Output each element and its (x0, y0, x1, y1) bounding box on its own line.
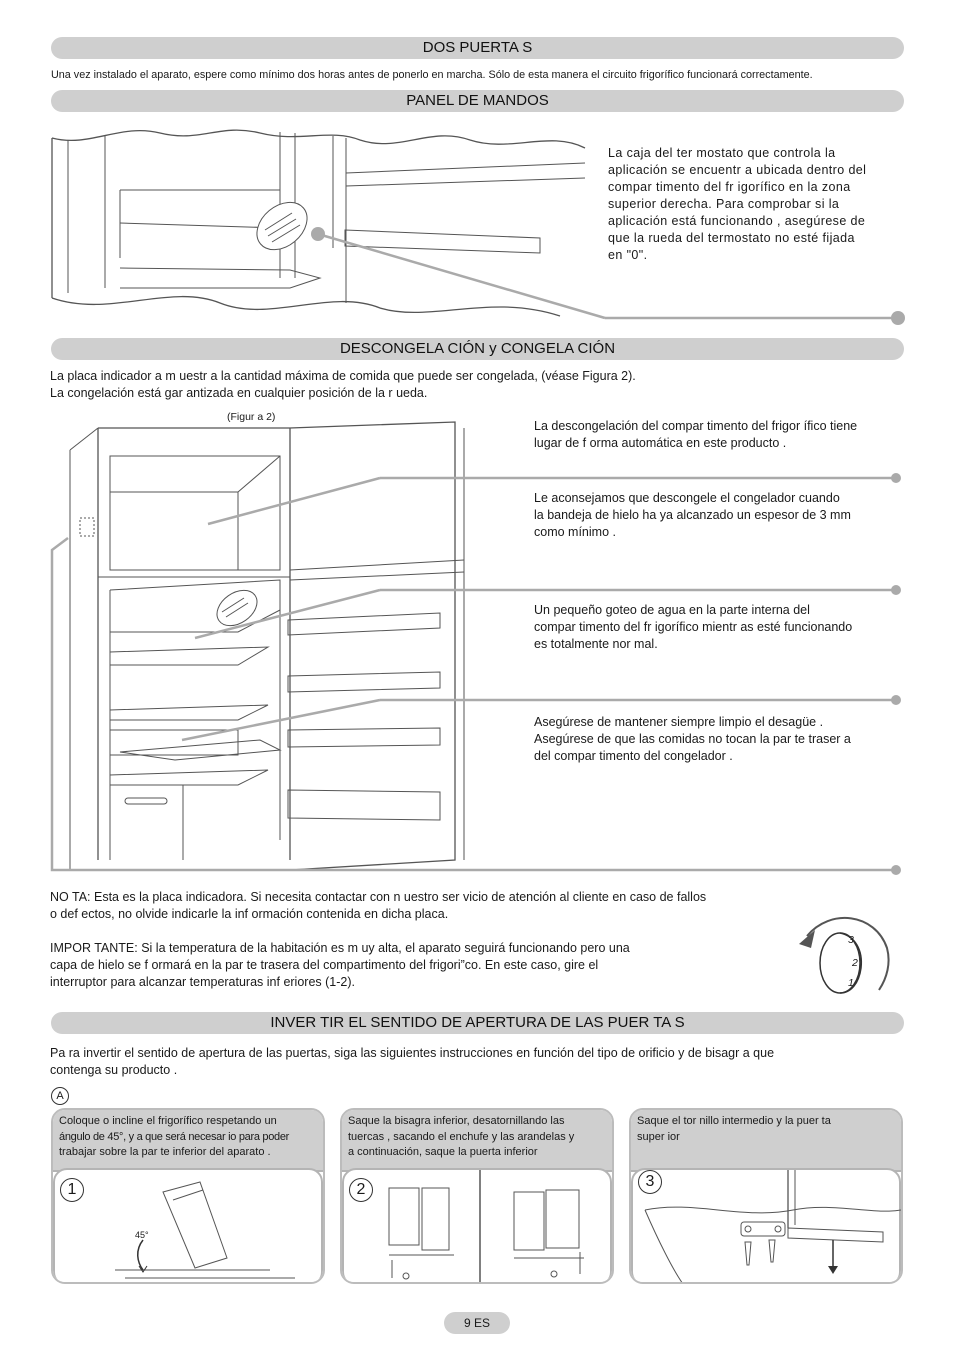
step-panel-1 (51, 1108, 325, 1284)
note-line: o def ectos, no olvide indicarle la inf ormación contenida en dicha placa. (50, 907, 449, 921)
reverse-intro (50, 1045, 910, 1079)
thermostat-description (608, 145, 885, 264)
step-line: trabajar sobre la par te inferior del aparato . (59, 1146, 271, 1158)
step-line: super ior (637, 1130, 680, 1143)
thermostat-line: La caja del ter mostato que controla la (608, 146, 836, 160)
step-number-3: 3 (638, 1170, 662, 1194)
dial-number-3: 3 (848, 934, 854, 946)
thermostat-line: en "0". (608, 248, 648, 262)
note-line: es totalmente nor mal. (534, 637, 658, 651)
defrost-intro-line: La placa indicador a m uestr a la cantidad máxima de comida que puede ser congelada, (véase Figura 2). (50, 369, 636, 383)
step-line: Saque el tor nillo intermedio y la puer ta (637, 1115, 831, 1127)
defrost-note-3 (534, 602, 884, 653)
important-paragraph (50, 940, 770, 991)
note-line: Asegúrese de que las comidas no tocan la par te traser a (534, 732, 851, 746)
defrost-note-2 (534, 490, 884, 541)
step-line: a continuación, saque la puerta inferior (348, 1146, 538, 1158)
note-line: la bandeja de hielo ha ya alcanzado un espesor de 3 mm (534, 508, 851, 522)
dial-number-2: 2 (852, 957, 858, 969)
important-line: interruptor para alcanzar temperaturas inf eriores (1-2). (50, 975, 355, 989)
defrost-intro-line: La congelación está gar antizada en cualquier posición de la r ueda. (50, 386, 428, 400)
section-title-control-panel: PANEL DE MANDOS (51, 90, 904, 112)
note-line: NO TA: Esta es la placa indicadora. Si necesita contactar con n uestro ser vicio de atención al cliente en caso de fallos (50, 890, 707, 904)
note-line: Le aconsejamos que descongele el congelador cuando (534, 491, 840, 505)
reverse-intro-line: Pa ra invertir el sentido de apertura de las puertas, siga las siguientes instrucciones en función del tipo de orificio y de bisagr a que (50, 1046, 775, 1060)
note-line: Asegúrese de mantener siempre limpio el desagüe . (534, 715, 824, 729)
thermostat-line: superior derecha. Para comprobar si la (608, 197, 840, 211)
thermostat-line: que la rueda del termostato no esté fijada (608, 231, 855, 245)
marker-a: A (51, 1087, 69, 1105)
step-number-2: 2 (349, 1178, 373, 1202)
step-1-illustration (53, 1168, 323, 1284)
angle-label: 45° (135, 1230, 149, 1240)
step-1-text (53, 1110, 323, 1172)
note-line: del compar timento del congelador . (534, 749, 733, 763)
step-number-1: 1 (60, 1178, 84, 1202)
step-line: tuercas , sacando el enchufe y las arandelas y (348, 1130, 575, 1143)
note-line: lugar de f orma automática en este producto . (534, 436, 787, 450)
thermostat-line: aplicación está funcionando , asegúrese de (608, 214, 866, 228)
step-line: ángulo de 45°, y a que será necesar io para poder (59, 1130, 290, 1143)
defrost-intro (50, 368, 890, 402)
reverse-intro-line: contenga su producto . (50, 1063, 178, 1077)
note-paragraph (50, 889, 770, 923)
fridge-interior-illustration (50, 118, 610, 323)
note-line: La descongelación del compar timento del frigor ífico tiene (534, 419, 858, 433)
step-panel-3 (629, 1108, 903, 1284)
thermostat-line: compar timento del fr igorífico en la zona (608, 180, 851, 194)
step-line: Saque la bisagra inferior, desatornillando las (348, 1115, 565, 1127)
dial-number-1: 1 (848, 977, 854, 989)
thermostat-line: aplicación se encuentr a ubicada dentro del (608, 163, 867, 177)
figure-label: (Figur a 2) (227, 411, 276, 423)
note-line: como mínimo . (534, 525, 616, 539)
important-line: capa de hielo se f ormará en la par te trasera del compartimento del frigori”co. En este caso, gire el (50, 958, 599, 972)
step-3-text (631, 1110, 901, 1172)
step-line: Coloque o incline el frigorífico respetando un (59, 1115, 277, 1127)
section-title-reverse-doors: INVER TIR EL SENTIDO DE APERTURA DE LAS PUER TA S (51, 1012, 904, 1034)
page-number: 9 ES (444, 1312, 510, 1334)
note-line: Un pequeño goteo de agua en la parte interna del (534, 603, 810, 617)
section-title-two-doors: DOS PUERTA S (51, 37, 904, 59)
step-2-text (342, 1110, 612, 1172)
step-2-illustration (342, 1168, 612, 1284)
defrost-note-4 (534, 714, 884, 765)
note-line: compar timento del fr igorífico mientr as esté funcionando (534, 620, 853, 634)
step-3-illustration (631, 1168, 901, 1284)
important-line: IMPOR TANTE: Si la temperatura de la habitación es m uy alta, el aparato seguirá funcionando pero una (50, 941, 630, 955)
section-title-defrost: DESCONGELA CIÓN y CONGELA CIÓN (51, 338, 904, 360)
step-panel-2 (340, 1108, 614, 1284)
intro-text: Una vez instalado el aparato, espere como mínimo dos horas antes de ponerlo en marcha. Sólo de esta manera el circuito frigorífico funcionará correctamente. (51, 69, 813, 81)
thermostat-dial-illustration (795, 908, 895, 998)
defrost-note-1 (534, 418, 884, 452)
